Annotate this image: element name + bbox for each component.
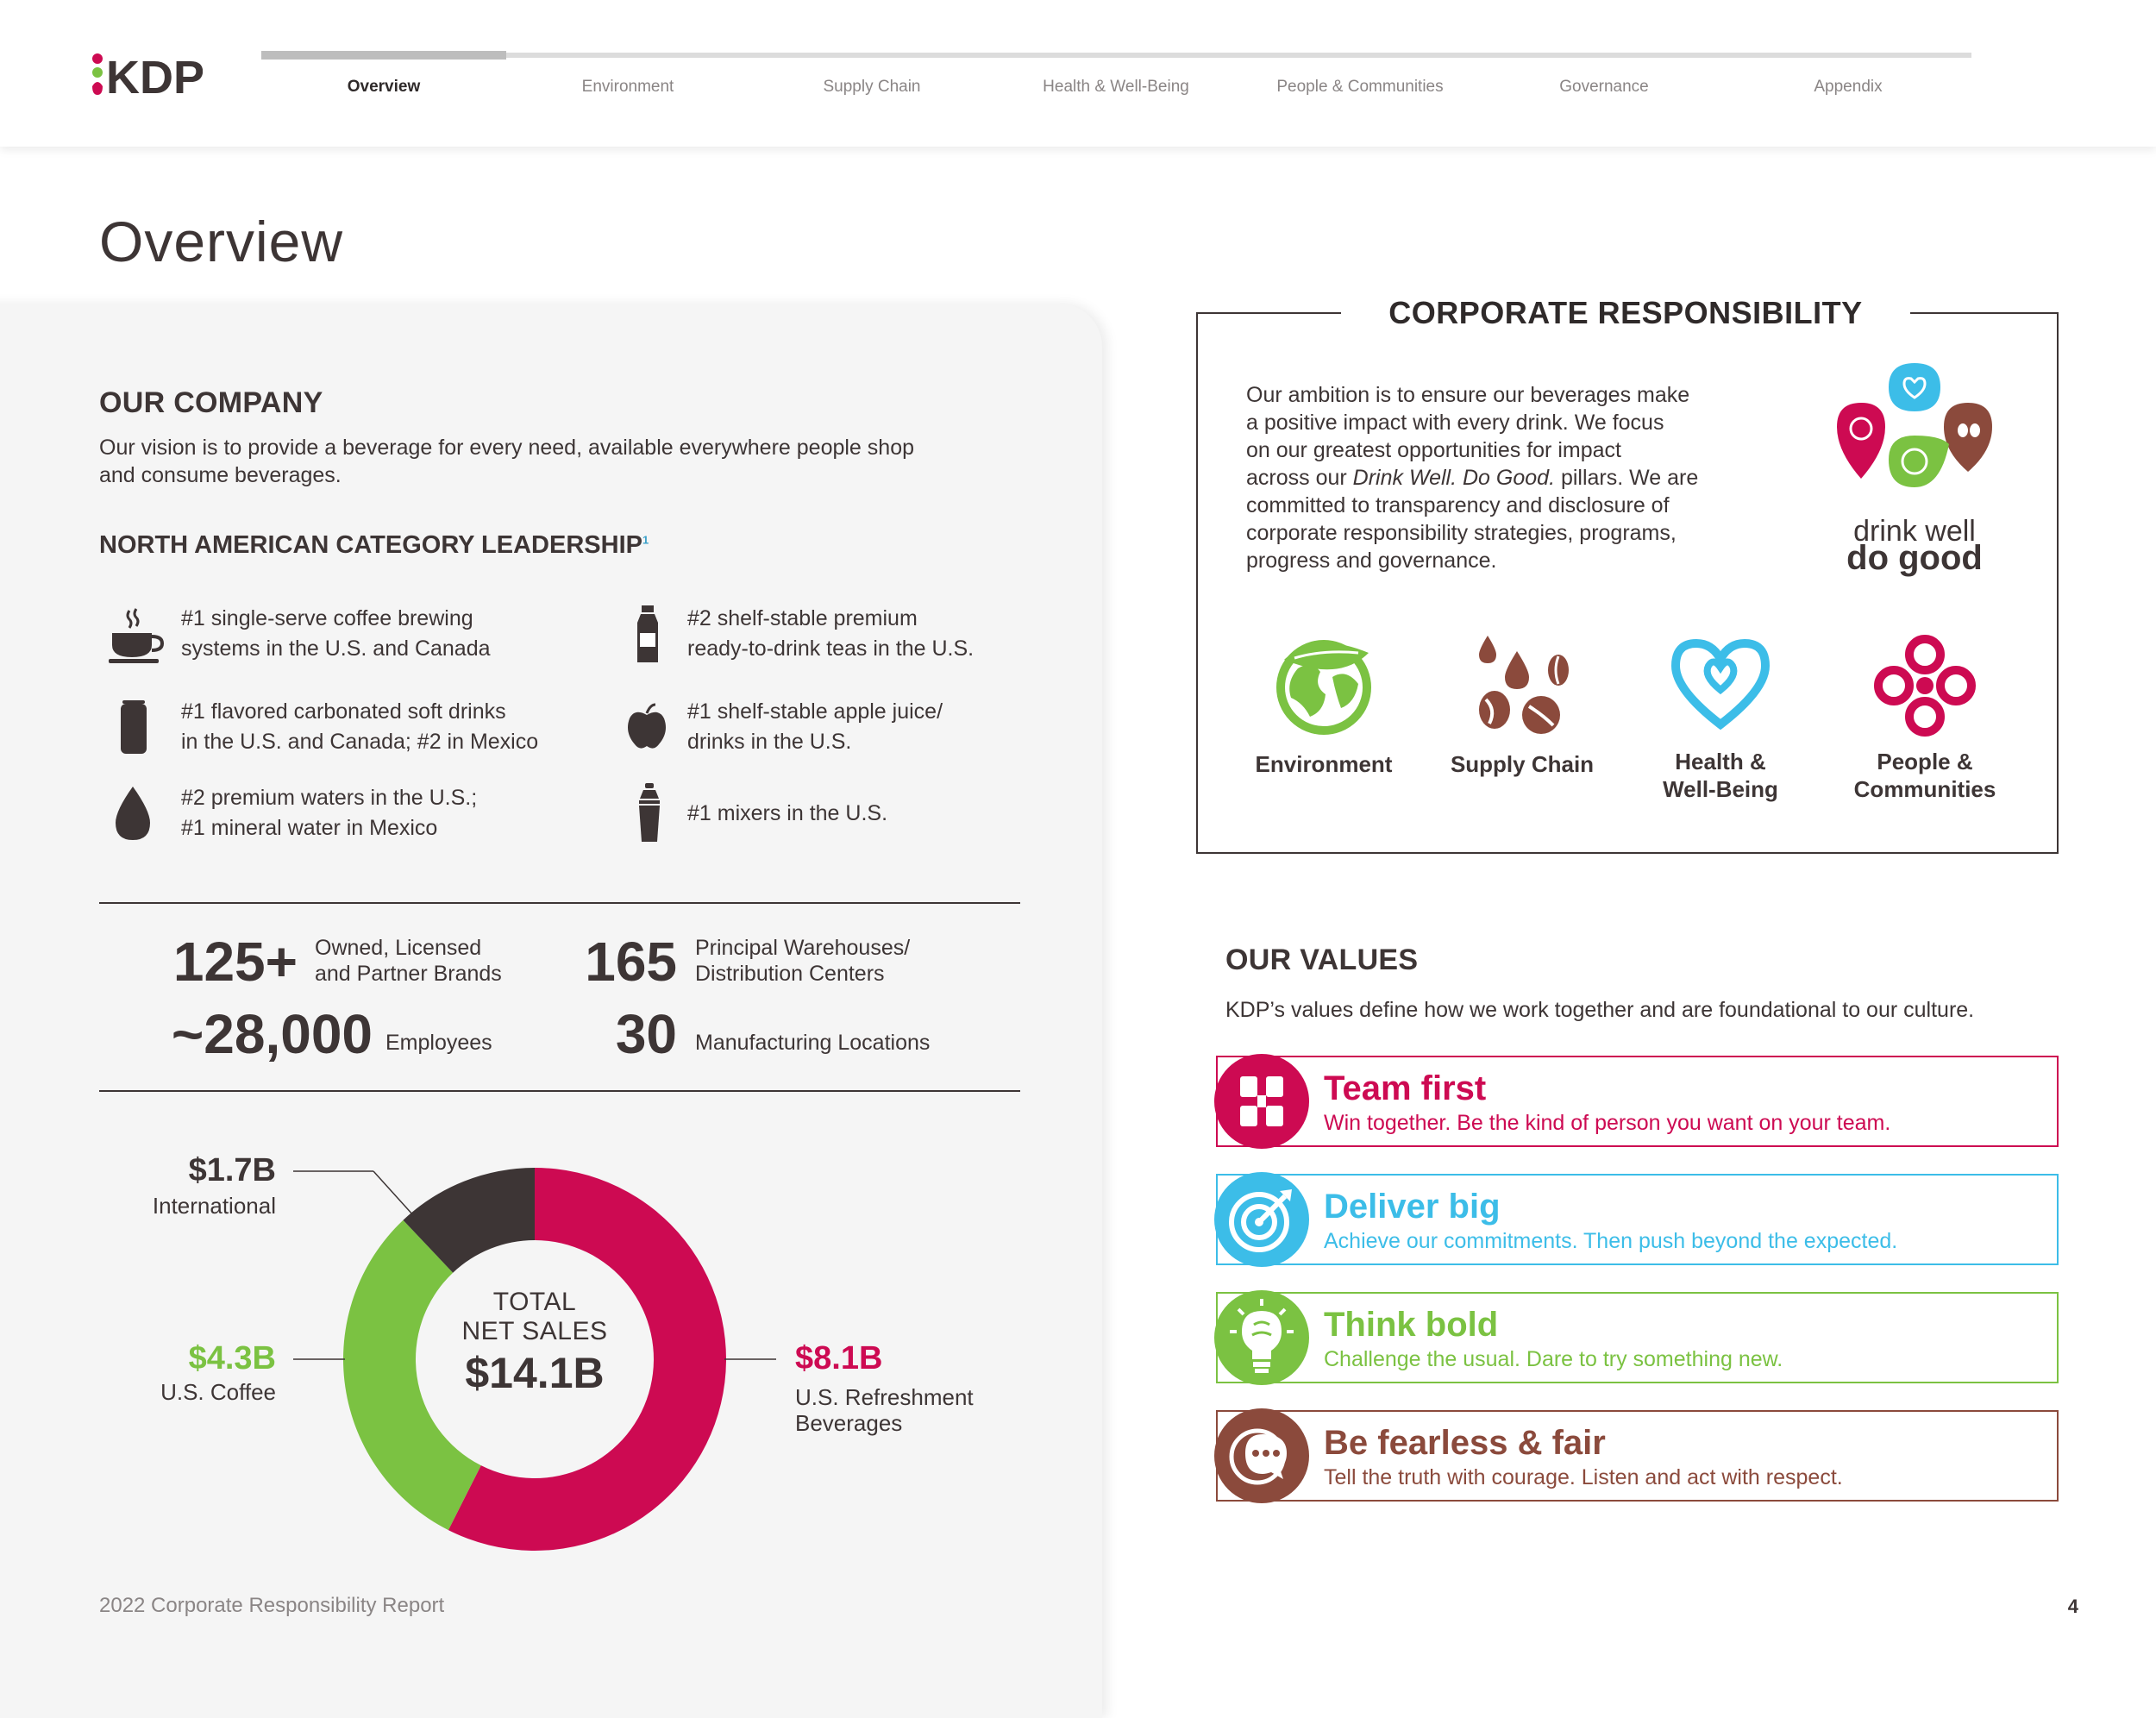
pillar-people-label	[1821, 748, 2028, 803]
page-title: Overview	[99, 210, 344, 273]
stat-label-line: Distribution Centers	[695, 962, 885, 986]
slice-label-refreshment-value: $8.1B	[795, 1340, 883, 1376]
logo-drink-well: drink well	[1853, 515, 1976, 548]
category-line: in the U.S. and Canada; #2 in Mexico	[181, 730, 539, 754]
tab-overview[interactable]: Overview	[347, 78, 421, 96]
stat-manufacturing-value: 30	[615, 1003, 677, 1065]
tab-governance[interactable]: Governance	[1559, 78, 1649, 96]
center-line: NET SALES	[461, 1317, 608, 1345]
corporate-responsibility-text	[1246, 381, 1755, 574]
label-line: Beverages	[795, 1410, 903, 1436]
community-icon	[1873, 634, 1977, 737]
globe-leaf-icon	[1272, 634, 1376, 737]
label-line: U.S. Refreshment	[795, 1384, 974, 1410]
stat-brands-label	[315, 935, 502, 987]
speech-bubbles-icon	[1214, 1408, 1309, 1503]
category-coffee	[181, 604, 630, 664]
stat-label-line: and Partner Brands	[315, 962, 502, 986]
our-company-heading: OUR COMPANY	[99, 386, 323, 419]
cr-text-segment: across our	[1246, 466, 1353, 490]
tab-health-well-being[interactable]: Health & Well-Being	[1043, 78, 1189, 96]
cr-text-line: on our greatest opportunities for impact	[1246, 438, 1621, 462]
slice-label-coffee-name: U.S. Coffee	[160, 1379, 276, 1405]
value-title: Team first	[1324, 1069, 1487, 1107]
corporate-responsibility-heading: CORPORATE RESPONSIBILITY	[1341, 293, 1910, 333]
pillar-supply-chain-label: Supply Chain	[1450, 751, 1595, 777]
divider	[99, 902, 1020, 904]
category-line: ready-to-drink teas in the U.S.	[687, 636, 975, 661]
cr-text-line: progress and governance.	[1246, 549, 1497, 573]
center-line: TOTAL	[492, 1288, 577, 1316]
cr-text-line: committed to transparency and disclosure of	[1246, 493, 1670, 517]
our-values-heading: OUR VALUES	[1225, 944, 1419, 976]
slice-label-international-value: $1.7B	[188, 1152, 276, 1188]
stat-employees-value: ~28,000	[171, 1003, 373, 1065]
cr-text-line: a positive impact with every drink. We focus	[1246, 411, 1664, 435]
nav-progress-track	[261, 53, 1971, 58]
nav-progress-indicator	[261, 51, 506, 60]
stat-warehouses-value: 165	[585, 931, 677, 993]
apple-icon	[626, 703, 674, 765]
stat-manufacturing-label: Manufacturing Locations	[695, 1031, 931, 1055]
heart-icon	[1669, 638, 1772, 742]
donut-center-label	[431, 1288, 638, 1346]
slice-label-coffee-value: $4.3B	[188, 1340, 276, 1376]
cr-text-line: corporate responsibility strategies, programs,	[1246, 521, 1677, 545]
drops-beans-icon	[1470, 634, 1574, 737]
value-description: Challenge the usual. Dare to try something new.	[1324, 1347, 1783, 1371]
stat-label-line: Owned, Licensed	[315, 936, 482, 960]
bottle-icon	[635, 604, 683, 666]
values-intro: KDP’s values define how we work together and are foundational to our culture.	[1225, 998, 1975, 1022]
page-number: 4	[2067, 1596, 2078, 1617]
cr-text-line	[1246, 464, 1755, 492]
category-apple-juice	[687, 697, 1136, 757]
vision-line-2: and consume beverages.	[99, 463, 342, 487]
pillar-label-line: Well-Being	[1663, 776, 1778, 802]
category-line: #1 mineral water in Mexico	[181, 816, 438, 840]
value-title: Be fearless & fair	[1324, 1424, 1606, 1462]
stat-brands-value: 125+	[172, 931, 298, 993]
kdp-logo[interactable]	[91, 50, 203, 102]
footnote-marker: 1	[642, 533, 649, 547]
value-title: Think bold	[1324, 1306, 1499, 1344]
tab-supply-chain[interactable]: Supply Chain	[823, 78, 921, 96]
pillar-label-line: Health &	[1675, 749, 1766, 774]
tab-appendix[interactable]: Appendix	[1814, 78, 1883, 96]
category-line: #1 single-serve coffee brewing	[181, 606, 473, 630]
leader-line-international	[373, 1171, 414, 1216]
category-line: #2 shelf-stable premium	[687, 606, 918, 630]
stat-label-line: Principal Warehouses/	[695, 936, 911, 960]
donut-center-total: $14.1B	[465, 1349, 605, 1397]
cr-text-segment: pillars. We are	[1555, 466, 1699, 490]
category-line: #1 shelf-stable apple juice/	[687, 699, 943, 724]
stat-employees-label: Employees	[385, 1031, 492, 1055]
slice-label-refreshment-name	[795, 1384, 974, 1436]
category-line: systems in the U.S. and Canada	[181, 636, 491, 661]
value-description: Achieve our commitments. Then push beyond the expected.	[1324, 1229, 1898, 1253]
shaker-icon	[636, 783, 685, 845]
category-mixers: #1 mixers in the U.S.	[687, 801, 888, 825]
tab-people-communities[interactable]: People & Communities	[1276, 78, 1444, 96]
water-drop-icon	[112, 785, 160, 847]
drink-well-do-good-logo	[1828, 358, 2001, 582]
category-line: #1 flavored carbonated soft drinks	[181, 699, 506, 724]
category-soft-drinks	[181, 697, 630, 757]
target-icon	[1214, 1172, 1309, 1267]
cr-text-line: Our ambition is to ensure our beverages make	[1246, 383, 1690, 407]
category-waters	[181, 783, 630, 843]
vision-line-1: Our vision is to provide a beverage for every need, available everywhere people shop	[99, 436, 914, 460]
footer-report-title: 2022 Corporate Responsibility Report	[99, 1594, 445, 1617]
can-icon	[119, 699, 167, 761]
top-navigation-bar	[0, 0, 2156, 147]
divider	[99, 1090, 1020, 1092]
tab-environment[interactable]: Environment	[581, 78, 674, 96]
logo-do-good: do good	[1846, 539, 1983, 577]
value-description: Win together. Be the kind of person you want on your team.	[1324, 1111, 1891, 1135]
stat-warehouses-label	[695, 935, 910, 987]
pillar-environment-label: Environment	[1255, 751, 1393, 777]
category-line: #2 premium waters in the U.S.;	[181, 786, 478, 810]
leadership-heading	[99, 531, 649, 560]
pillar-label-line: Communities	[1853, 776, 1996, 802]
pillar-health-label	[1617, 748, 1824, 803]
cr-text-italic: Drink Well. Do Good.	[1352, 466, 1556, 490]
category-line: drinks in the U.S.	[687, 730, 852, 754]
value-description: Tell the truth with courage. Listen and act with respect.	[1324, 1465, 1843, 1489]
coffee-cup-icon	[109, 604, 157, 666]
leadership-heading-text: NORTH AMERICAN CATEGORY LEADERSHIP	[99, 531, 642, 559]
slice-label-international-name: International	[152, 1193, 276, 1219]
value-title: Deliver big	[1324, 1188, 1501, 1226]
pillar-label-line: People &	[1877, 749, 1973, 774]
logo-text: KDP	[106, 52, 203, 102]
category-teas	[687, 604, 1136, 664]
team-hands-icon	[1214, 1054, 1309, 1149]
lightbulb-brain-icon	[1214, 1290, 1309, 1385]
